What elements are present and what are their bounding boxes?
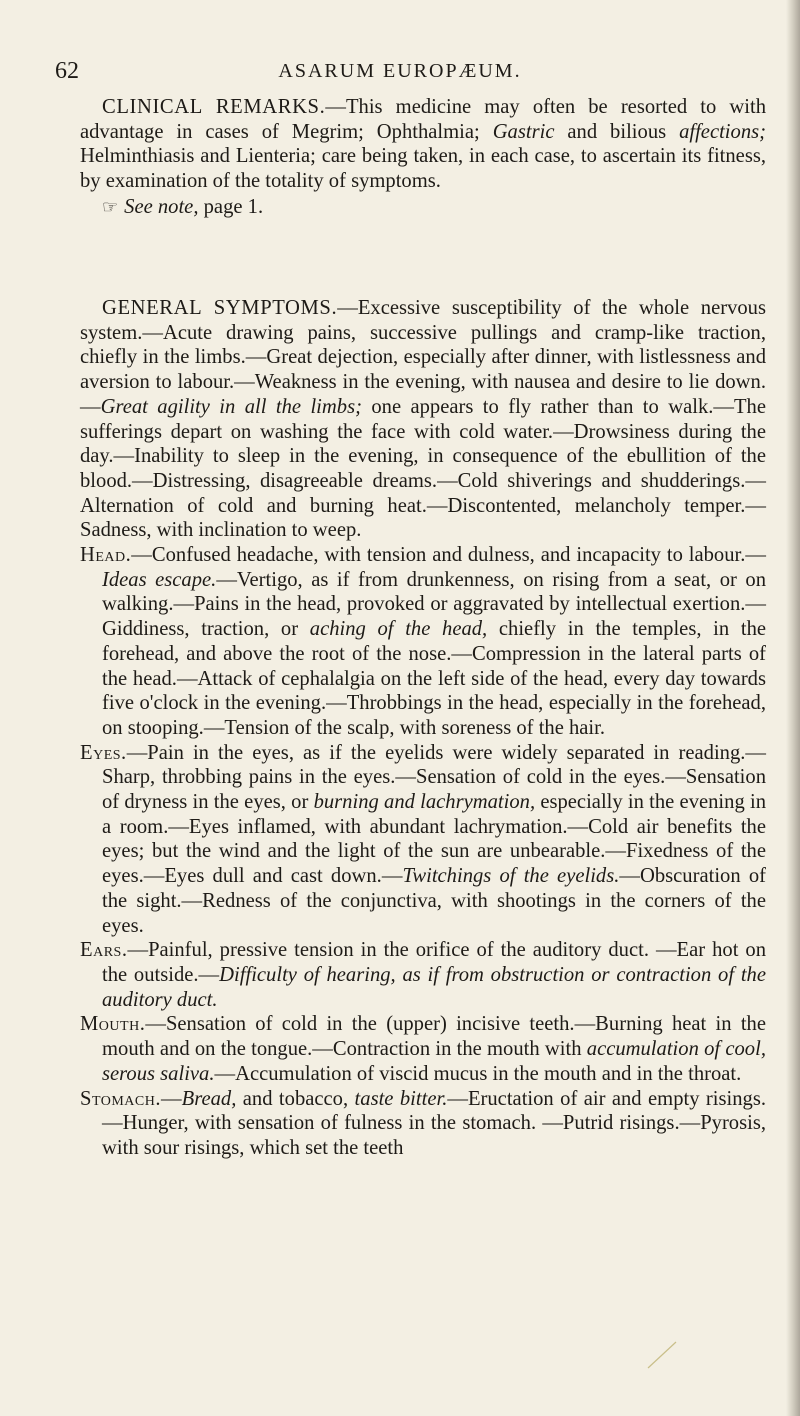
general-italic: Great agility in all the limbs; [100,395,362,418]
clinical-text: and bilious [554,120,680,143]
general-symptoms-heading: GENERAL SYMPTOMS. [102,297,338,319]
head-heading: Head. [80,544,132,567]
clinical-italic: Gastric [492,120,555,143]
general-text: —Excessive susceptibility of the whole nervous system.—Acute drawing pains, successive pullings and cramp-like traction, chiefly in the limbs.—Great dejection, especially after dinner, with listlessness and aversion to labour.—Weakness in the evening, with nausea and desire to lie down.— [80,297,766,418]
ears-paragraph [80,938,766,1012]
mouth-text: —Accumulation of viscid mucus in the mouth and in the throat. [214,1062,742,1085]
eyes-italic: burning and lachrymation, [313,791,536,814]
stomach-text: — [161,1087,182,1110]
pointing-hand-icon: ☞ [102,196,119,217]
clinical-italic: affections; [679,120,766,143]
head-text: —Vertigo, as if from drunkenness, on rising from a seat, or on walking.—Pains in the head, provoked or aggravated by intellectual exertion.—Giddiness, traction, or [102,568,767,641]
page-edge-shadow [786,0,800,1416]
page-number: 62 [55,58,79,84]
mouth-italic: accumulation of cool, serous saliva. [102,1038,766,1085]
see-note-page: page 1. [198,195,264,218]
clinical-text: Helminthiasis and Lienteria; care being taken, in each case, to ascertain its fitness, by examination of the totality of symptoms. [80,145,766,193]
head-text: chiefly in the temples, in the forehead, and above the root of the nose.—Compression in the lateral parts of the head.—Attack of cephalalgia on the left side of the head, every day towards five o'clock in the evening.—Throbbings in the head, especially in the forehead, on stooping.—Tension of the scalp, with soreness of the hair. [102,618,767,739]
stomach-text: and tobacco, [236,1087,355,1110]
see-note-text: See note, [124,195,199,218]
mouth-paragraph [80,1012,766,1086]
mouth-heading: Mouth. [80,1013,146,1036]
ears-italic: Difficulty of hearing, as if from obstruction or contraction of the auditory duct. [102,963,766,1011]
head-paragraph [80,543,766,741]
head-italic: aching of the head, [309,618,488,641]
running-head: ASARUM EUROPÆUM. [278,60,522,82]
head-text: —Confused headache, with tension and dulness, and incapacity to labour.— [131,544,766,567]
general-symptoms-paragraph [80,296,766,543]
see-note-line [80,195,766,220]
eyes-text: especially in the evening in a room.—Eyes inflamed, with abundant lachrymation.—Cold air benefits the eyes; but the wind and the light of the sun are unbearable.—Fixedness of the eyes.—Eyes dull and cast down.— [102,791,766,888]
ears-heading: Ears. [80,939,128,962]
head-italic: Ideas escape. [102,568,217,591]
clinical-remarks-section [80,95,766,220]
clinical-remarks-heading: CLINICAL REMARKS. [102,96,326,118]
mouth-text: —Sensation of cold in the (upper) incisive teeth.—Burning heat in the mouth and on the tongue.—Contraction in the mouth with [102,1013,766,1061]
general-text: one appears to fly rather than to walk.—The sufferings depart on washing the face with cold water.—Drowsiness during the day.—Inability to sleep in the evening, in consequence of the ebullition of the blood.—Distressing, disagreeable dreams.—Cold shiverings and shudderings.—Alternation of cold and burning heat.—Discontented, melancholy temper.—Sadness, with inclination to weep. [80,395,766,542]
stomach-italic: Bread, [181,1087,237,1110]
stomach-text: —Eructation of air and empty risings.—Hunger, with sensation of fulness in the stomach. —Putrid risings.—Pyrosis, with sour risings, which set the teeth [102,1087,767,1159]
stomach-italic: taste bitter. [354,1087,448,1110]
clinical-text: —This medicine may often be resorted to with advantage in cases of Megrim; Ophthalmia; [80,96,766,143]
eyes-text: —Obscuration of the sight.—Redness of the conjunctiva, with shootings in the corners of the eyes. [102,865,766,937]
clinical-remarks-paragraph [80,95,766,194]
stomach-paragraph [80,1087,766,1161]
ears-text: —Painful, pressive tension in the orifice of the auditory duct. —Ear hot on the outside.— [102,939,766,986]
eyes-heading: Eyes. [80,741,127,764]
eyes-text: —Pain in the eyes, as if the eyelids were widely separated in reading.—Sharp, throbbing pains in the eyes.—Sensation of cold in the eyes.—Sensation of dryness in the eyes, or [102,741,766,814]
symptoms-section [80,296,766,1161]
pencil-tick-mark [646,1340,678,1370]
stomach-heading: Stomach. [80,1087,162,1110]
eyes-paragraph [80,741,766,939]
eyes-italic: Twitchings of the eyelids. [402,865,620,888]
